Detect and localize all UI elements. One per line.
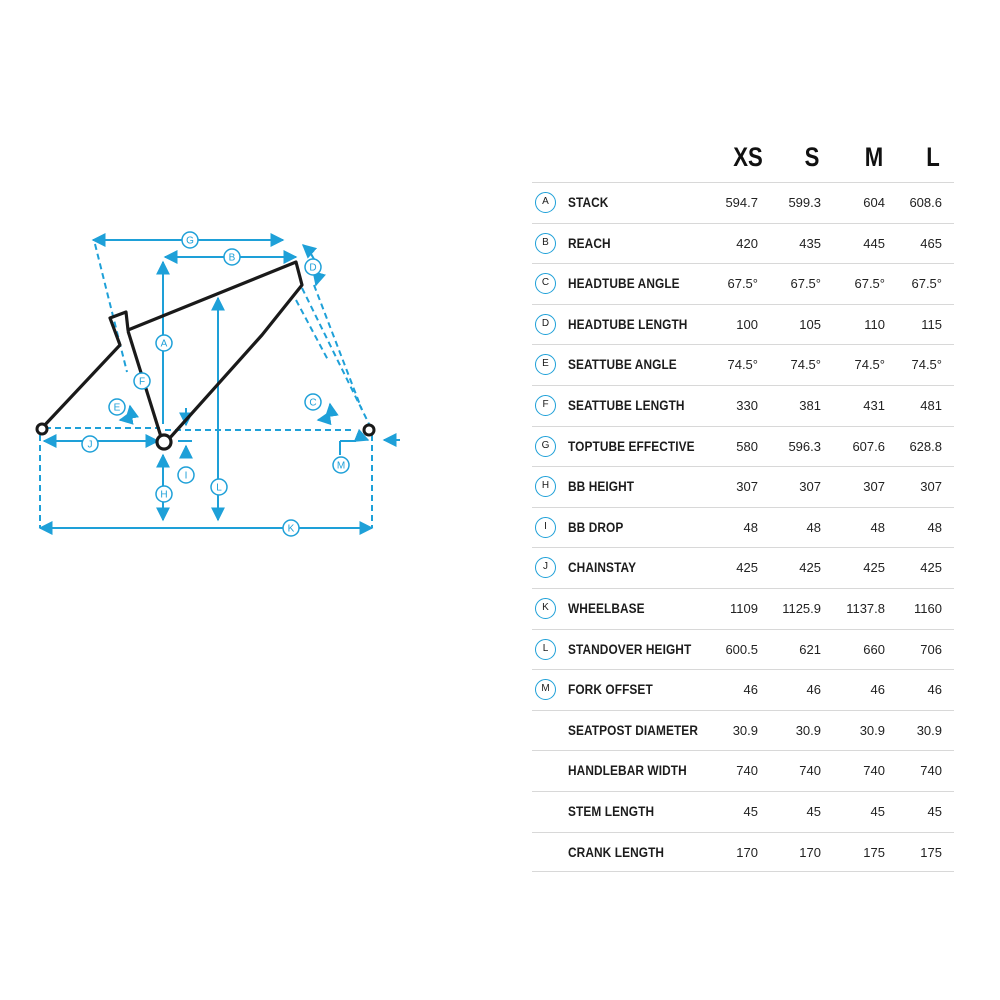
dimension-value: 425 <box>863 560 885 576</box>
table-row <box>532 426 954 467</box>
dimension-letter-badge: J <box>535 557 556 578</box>
bottom-bracket <box>157 435 171 449</box>
badge-a <box>156 335 172 351</box>
dimension-value: 330 <box>736 397 758 413</box>
dimension-value: 431 <box>863 397 885 413</box>
dimension-value: 100 <box>736 316 758 332</box>
dimension-letter-badge: B <box>535 233 556 254</box>
dimension-value: 48 <box>870 519 885 535</box>
table-row <box>532 466 954 507</box>
table-row <box>532 182 954 223</box>
dimension-value: 1109 <box>730 600 758 616</box>
dimension-value: 30.9 <box>916 722 942 738</box>
dimension-letter-badge: C <box>535 273 556 294</box>
dimension-label: CHAINSTAY <box>568 560 637 576</box>
badge-i <box>178 467 194 483</box>
dimension-value: 465 <box>920 235 942 251</box>
dimension-value: 381 <box>799 397 821 413</box>
dimension-value: 74.5° <box>790 357 821 373</box>
badge-m <box>333 457 349 473</box>
dimension-value: 420 <box>736 235 758 251</box>
dimension-value: 67.5° <box>790 276 821 292</box>
dimension-letter-badge: E <box>535 354 556 375</box>
dimension-value: 660 <box>863 641 885 657</box>
dimension-label: BB DROP <box>568 519 624 535</box>
dimension-value: 175 <box>863 844 885 860</box>
dimension-value: 1160 <box>914 600 942 616</box>
dimension-letter-badge: D <box>535 314 556 335</box>
dimension-value: 45 <box>927 803 942 819</box>
badge-k <box>283 520 299 536</box>
table-row <box>532 791 954 832</box>
dimension-value: 48 <box>743 519 758 535</box>
badge-b <box>224 249 240 265</box>
dimension-value: 600.5 <box>725 641 758 657</box>
svg-text:B: B <box>228 252 236 264</box>
dimension-label: CRANK LENGTH <box>568 844 665 860</box>
dimension-value: 74.5° <box>854 357 885 373</box>
dimension-value: 1125.9 <box>782 600 821 616</box>
dimension-label: WHEELBASE <box>568 600 645 616</box>
dimension-label: FORK OFFSET <box>568 682 653 698</box>
dimension-value: 621 <box>799 641 821 657</box>
geometry-table <box>532 140 954 872</box>
badge-g <box>182 232 198 248</box>
badge-l <box>211 479 227 495</box>
dimension-value: 580 <box>736 438 758 454</box>
dimension-value: 67.5° <box>911 276 942 292</box>
svg-text:K: K <box>287 523 295 535</box>
table-row <box>532 547 954 588</box>
svg-text:J: J <box>87 439 93 451</box>
dimension-label: STEM LENGTH <box>568 803 655 819</box>
svg-text:F: F <box>138 376 146 388</box>
table-row <box>532 223 954 264</box>
size-header-row <box>532 140 954 182</box>
geometry-rows <box>532 182 954 872</box>
dimension-label: HEADTUBE LENGTH <box>568 316 688 332</box>
dimension-letter-badge: F <box>535 395 556 416</box>
dimension-letter-badge: H <box>535 476 556 497</box>
table-row <box>532 344 954 385</box>
svg-text:E: E <box>113 402 121 414</box>
dimension-value: 46 <box>870 682 885 698</box>
frame-geometry-diagram <box>0 0 520 700</box>
dimension-value: 46 <box>806 682 821 698</box>
rear-axle <box>37 424 47 434</box>
table-row <box>532 669 954 710</box>
dimension-value: 435 <box>799 235 821 251</box>
dimension-label: STACK <box>568 195 609 210</box>
dimension-value: 425 <box>736 560 758 576</box>
badge-h <box>156 486 172 502</box>
dimension-label: HANDLEBAR WIDTH <box>568 763 687 779</box>
front-axle <box>364 425 374 435</box>
size-header: M <box>864 142 884 172</box>
dimension-value: 74.5° <box>727 357 758 373</box>
svg-text:C: C <box>309 397 317 409</box>
svg-text:D: D <box>309 262 317 274</box>
dimension-value: 67.5° <box>727 276 758 292</box>
svg-text:H: H <box>160 489 168 501</box>
table-row <box>532 304 954 345</box>
dimension-letter-badge: A <box>535 192 556 213</box>
dimension-letter-badge: I <box>535 517 556 538</box>
dimension-value: 740 <box>799 763 821 779</box>
dimension-value: 46 <box>743 682 758 698</box>
dimension-value: 170 <box>736 844 758 860</box>
size-header: L <box>926 142 940 172</box>
svg-text:I: I <box>184 470 188 482</box>
dimension-letter-badge: M <box>535 679 556 700</box>
table-row <box>532 385 954 426</box>
dimension-value: 607.6 <box>852 438 885 454</box>
dimension-label: SEATTUBE ANGLE <box>568 357 677 373</box>
dimension-value: 45 <box>806 803 821 819</box>
svg-text:A: A <box>160 338 168 350</box>
dimension-label: REACH <box>568 235 611 251</box>
dimension-value: 46 <box>927 682 942 698</box>
dimension-letter-badge: L <box>535 639 556 660</box>
badge-f <box>134 373 150 389</box>
dimension-value: 45 <box>743 803 758 819</box>
dimension-value: 307 <box>736 479 758 495</box>
table-row <box>532 710 954 751</box>
dimension-value: 30.9 <box>795 722 821 738</box>
dimension-label: BB HEIGHT <box>568 479 635 495</box>
dimension-value: 628.8 <box>909 438 942 454</box>
table-row <box>532 750 954 791</box>
badge-c <box>305 394 321 410</box>
dimension-value: 594.7 <box>725 195 758 210</box>
dimension-label: STANDOVER HEIGHT <box>568 641 692 657</box>
dimension-label: SEATTUBE LENGTH <box>568 397 685 413</box>
table-row <box>532 588 954 629</box>
dimension-letter-badge: K <box>535 598 556 619</box>
dimension-value: 740 <box>863 763 885 779</box>
table-row <box>532 629 954 670</box>
dimension-value: 599.3 <box>788 195 821 210</box>
badge-j <box>82 436 98 452</box>
dimension-value: 115 <box>921 316 942 332</box>
size-header: XS <box>733 142 763 172</box>
dimension-value: 307 <box>920 479 942 495</box>
dimension-label: HEADTUBE ANGLE <box>568 276 680 292</box>
dimension-letter-badge: G <box>535 436 556 457</box>
svg-text:M: M <box>336 460 346 472</box>
badge-d <box>305 259 321 275</box>
dimension-value: 307 <box>799 479 821 495</box>
dimension-value: 48 <box>927 519 942 535</box>
dimension-value: 425 <box>920 560 942 576</box>
dimension-value: 175 <box>920 844 942 860</box>
dimension-label: TOPTUBE EFFECTIVE <box>568 438 695 454</box>
dimension-value: 481 <box>920 397 942 413</box>
dimension-value: 1137.8 <box>846 600 885 616</box>
dimension-value: 30.9 <box>859 722 885 738</box>
dimension-value: 307 <box>863 479 885 495</box>
dimension-value: 30.9 <box>732 722 758 738</box>
dimension-value: 604 <box>863 195 885 210</box>
size-header: S <box>804 142 820 172</box>
table-row <box>532 263 954 304</box>
dimension-value: 596.3 <box>788 438 821 454</box>
dimension-value: 67.5° <box>854 276 885 292</box>
bike-frame <box>42 262 302 440</box>
dimension-value: 48 <box>806 519 821 535</box>
dimension-value: 706 <box>920 641 942 657</box>
dimension-label: SEATPOST DIAMETER <box>568 722 698 738</box>
dimension-value: 740 <box>920 763 942 779</box>
dimension-value: 110 <box>864 316 885 332</box>
badge-e <box>109 399 125 415</box>
dimension-value: 170 <box>799 844 821 860</box>
svg-text:G: G <box>186 235 194 247</box>
dimension-value: 425 <box>799 560 821 576</box>
svg-text:L: L <box>216 482 222 494</box>
dimension-value: 105 <box>799 316 821 332</box>
dimension-value: 45 <box>870 803 885 819</box>
dimension-value: 74.5° <box>911 357 942 373</box>
table-row <box>532 507 954 548</box>
dimension-value: 740 <box>736 763 758 779</box>
table-row <box>532 832 954 873</box>
dimension-value: 608.6 <box>909 195 942 210</box>
dimension-value: 445 <box>863 235 885 251</box>
